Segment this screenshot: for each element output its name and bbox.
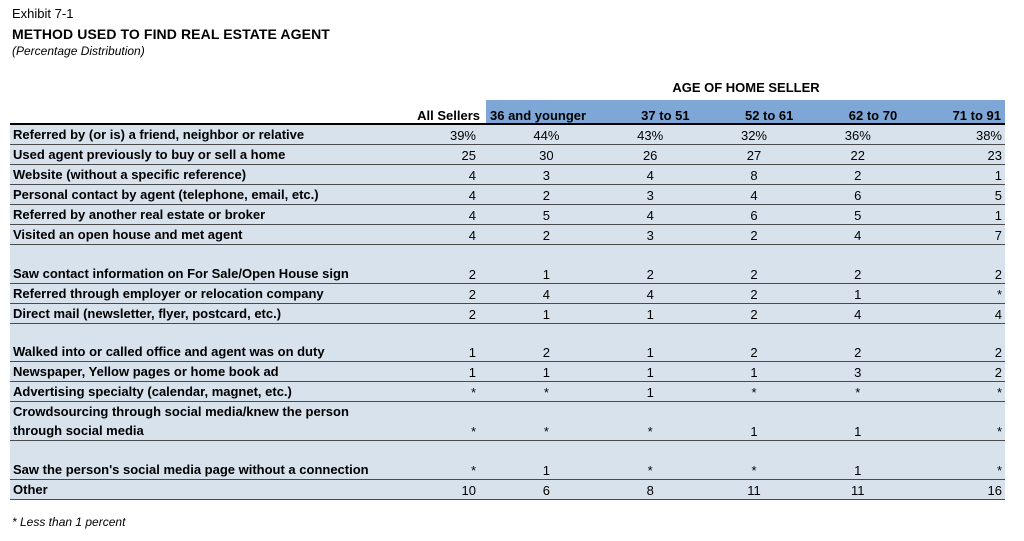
- cell-value: 5: [901, 185, 1005, 205]
- table-row: [10, 402, 1005, 441]
- cell-value: 1: [486, 362, 590, 382]
- table-row: [10, 362, 1005, 382]
- cell-value: 1: [590, 362, 694, 382]
- cell-value: 3: [486, 165, 590, 185]
- cell-value: 2: [384, 284, 486, 304]
- table-row: [10, 165, 1005, 185]
- cell-value: 27: [694, 145, 798, 165]
- row-label: Saw contact information on For Sale/Open House sign: [10, 245, 384, 284]
- cell-value: 38%: [901, 124, 1005, 145]
- cell-value: 6: [486, 480, 590, 500]
- table-row: [10, 225, 1005, 245]
- cell-value: 11: [694, 480, 798, 500]
- cell-value: 1: [797, 441, 901, 480]
- cell-value: 2: [486, 185, 590, 205]
- age-group-header: AGE OF HOME SELLER: [672, 80, 820, 95]
- label-column-header: [10, 100, 384, 124]
- cell-value: 22: [797, 145, 901, 165]
- cell-value: 4: [590, 205, 694, 225]
- cell-value: 30: [486, 145, 590, 165]
- cell-value: 1: [486, 441, 590, 480]
- column-header-all-sellers: All Sellers: [384, 100, 486, 124]
- cell-value: *: [901, 284, 1005, 304]
- table-row: [10, 245, 1005, 284]
- cell-value: 1: [797, 402, 901, 441]
- cell-value: 1: [486, 245, 590, 284]
- cell-value: 2: [694, 324, 798, 362]
- table-title: METHOD USED TO FIND REAL ESTATE AGENT: [12, 26, 330, 42]
- cell-value: 25: [384, 145, 486, 165]
- table-row: [10, 185, 1005, 205]
- column-header-36-and-younger: 36 and younger: [486, 100, 590, 124]
- cell-value: 3: [797, 362, 901, 382]
- cell-value: 2: [797, 165, 901, 185]
- cell-value: 4: [590, 284, 694, 304]
- cell-value: 3: [590, 225, 694, 245]
- row-label: Visited an open house and met agent: [10, 225, 384, 245]
- cell-value: 23: [901, 145, 1005, 165]
- data-table: [10, 100, 1005, 500]
- cell-value: 3: [590, 185, 694, 205]
- cell-value: 4: [486, 284, 590, 304]
- cell-value: 2: [797, 245, 901, 284]
- cell-value: *: [384, 402, 486, 441]
- cell-value: *: [901, 402, 1005, 441]
- cell-value: 36%: [797, 124, 901, 145]
- cell-value: 2: [590, 245, 694, 284]
- table-row: [10, 304, 1005, 324]
- table-subtitle: (Percentage Distribution): [12, 44, 145, 58]
- cell-value: *: [384, 441, 486, 480]
- cell-value: 2: [694, 284, 798, 304]
- cell-value: 2: [694, 245, 798, 284]
- cell-value: 32%: [694, 124, 798, 145]
- row-label: Referred through employer or relocation company: [10, 284, 384, 304]
- exhibit-number: Exhibit 7-1: [12, 6, 74, 21]
- cell-value: 1: [384, 324, 486, 362]
- cell-value: 4: [901, 304, 1005, 324]
- row-label: Used agent previously to buy or sell a home: [10, 145, 384, 165]
- row-label: Other: [10, 480, 384, 500]
- cell-value: *: [797, 382, 901, 402]
- table-row: [10, 441, 1005, 480]
- row-label: Crowdsourcing through social media/knew the person through social media: [10, 402, 384, 441]
- table-row: [10, 284, 1005, 304]
- cell-value: 4: [797, 304, 901, 324]
- cell-value: 2: [486, 324, 590, 362]
- row-label: Referred by (or is) a friend, neighbor or relative: [10, 124, 384, 145]
- cell-value: 44%: [486, 124, 590, 145]
- row-label: Advertising specialty (calendar, magnet, etc.): [10, 382, 384, 402]
- table-row: [10, 382, 1005, 402]
- row-label: Personal contact by agent (telephone, email, etc.): [10, 185, 384, 205]
- cell-value: 2: [384, 245, 486, 284]
- cell-value: *: [590, 402, 694, 441]
- cell-value: 2: [384, 304, 486, 324]
- cell-value: 1: [590, 304, 694, 324]
- cell-value: 2: [797, 324, 901, 362]
- cell-value: 2: [901, 324, 1005, 362]
- cell-value: 5: [797, 205, 901, 225]
- cell-value: 1: [901, 165, 1005, 185]
- cell-value: *: [486, 382, 590, 402]
- table-row: [10, 124, 1005, 145]
- cell-value: 4: [384, 205, 486, 225]
- cell-value: 1: [694, 362, 798, 382]
- cell-value: 2: [694, 225, 798, 245]
- cell-value: 4: [590, 165, 694, 185]
- cell-value: 7: [901, 225, 1005, 245]
- cell-value: 11: [797, 480, 901, 500]
- column-header-62-to-70: 62 to 70: [797, 100, 901, 124]
- cell-value: 2: [486, 225, 590, 245]
- cell-value: 6: [797, 185, 901, 205]
- cell-value: 6: [694, 205, 798, 225]
- table-row: [10, 480, 1005, 500]
- cell-value: *: [901, 382, 1005, 402]
- row-label: Saw the person's social media page without a connection: [10, 441, 384, 480]
- cell-value: 4: [384, 185, 486, 205]
- table-row: [10, 205, 1005, 225]
- table-row: [10, 324, 1005, 362]
- cell-value: 26: [590, 145, 694, 165]
- column-header-52-to-61: 52 to 61: [694, 100, 798, 124]
- cell-value: 1: [384, 362, 486, 382]
- row-label: Walked into or called office and agent was on duty: [10, 324, 384, 362]
- cell-value: *: [901, 441, 1005, 480]
- row-label: Referred by another real estate or broker: [10, 205, 384, 225]
- table-row: [10, 145, 1005, 165]
- cell-value: *: [694, 382, 798, 402]
- row-label: Newspaper, Yellow pages or home book ad: [10, 362, 384, 382]
- cell-value: 1: [590, 324, 694, 362]
- cell-value: 1: [590, 382, 694, 402]
- cell-value: 4: [694, 185, 798, 205]
- cell-value: 1: [486, 304, 590, 324]
- cell-value: 4: [384, 225, 486, 245]
- cell-value: 1: [797, 284, 901, 304]
- cell-value: 16: [901, 480, 1005, 500]
- cell-value: 43%: [590, 124, 694, 145]
- cell-value: 4: [797, 225, 901, 245]
- cell-value: 2: [694, 304, 798, 324]
- footnote: * Less than 1 percent: [12, 515, 126, 529]
- cell-value: 39%: [384, 124, 486, 145]
- cell-value: 8: [590, 480, 694, 500]
- cell-value: *: [694, 441, 798, 480]
- cell-value: 2: [901, 245, 1005, 284]
- cell-value: 2: [901, 362, 1005, 382]
- cell-value: 1: [694, 402, 798, 441]
- cell-value: 4: [384, 165, 486, 185]
- cell-value: 5: [486, 205, 590, 225]
- column-header-row: [10, 100, 1005, 124]
- cell-value: 10: [384, 480, 486, 500]
- column-header-71-to-91: 71 to 91: [901, 100, 1005, 124]
- cell-value: *: [486, 402, 590, 441]
- cell-value: 8: [694, 165, 798, 185]
- column-header-37-to-51: 37 to 51: [590, 100, 694, 124]
- cell-value: *: [590, 441, 694, 480]
- row-label: Direct mail (newsletter, flyer, postcard, etc.): [10, 304, 384, 324]
- cell-value: *: [384, 382, 486, 402]
- row-label: Website (without a specific reference): [10, 165, 384, 185]
- cell-value: 1: [901, 205, 1005, 225]
